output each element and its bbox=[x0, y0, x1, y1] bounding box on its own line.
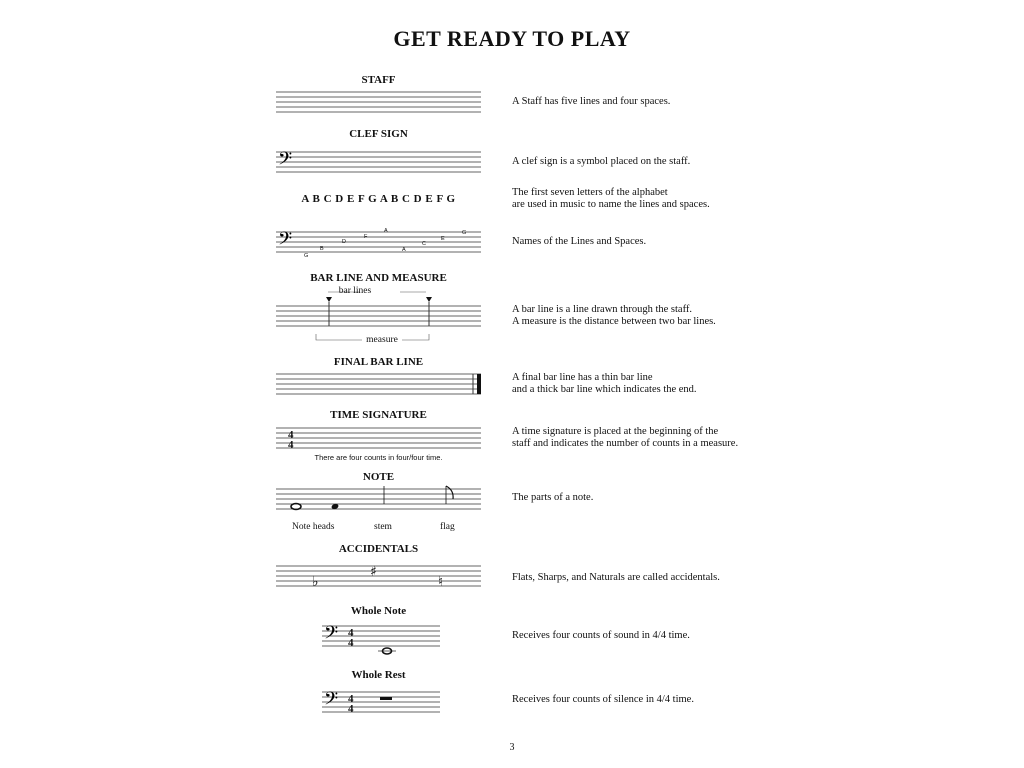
bar-line-description: A bar line is a line drawn through the staff. A measure is the distance between two bar lines. bbox=[512, 304, 716, 327]
time-sig-top: 4 bbox=[348, 693, 354, 705]
flat-icon: ♭ bbox=[312, 574, 319, 590]
whole-note-diagram bbox=[322, 622, 440, 656]
note-heading: NOTE bbox=[362, 471, 395, 483]
time-sig-bottom: 4 bbox=[288, 439, 294, 451]
accidentals-heading: ACCIDENTALS bbox=[338, 543, 419, 555]
time-sig-top: 4 bbox=[348, 627, 354, 639]
time-sig-bottom: 4 bbox=[348, 703, 354, 715]
clef-sign-heading: CLEF SIGN bbox=[349, 128, 408, 140]
time-signature-caption: There are four counts in four/four time. bbox=[314, 453, 443, 462]
measure-label: measure bbox=[366, 335, 398, 345]
note-letter: A bbox=[384, 228, 388, 234]
whole-note-heading: Whole Note bbox=[350, 605, 407, 617]
time-signature-heading: TIME SIGNATURE bbox=[330, 409, 427, 421]
lines-spaces-diagram bbox=[276, 228, 481, 258]
sharp-icon: ♯ bbox=[370, 564, 377, 580]
note-letter: B bbox=[320, 246, 324, 252]
bar-lines-label: bar lines bbox=[338, 286, 372, 296]
staff-heading: STAFF bbox=[361, 74, 396, 86]
note-letter: E bbox=[441, 236, 445, 242]
whole-rest-diagram bbox=[322, 688, 440, 718]
whole-rest-heading: Whole Rest bbox=[351, 669, 406, 681]
alphabet-letters: A B C D E F G A B C D E F G bbox=[301, 193, 456, 205]
note-letter: F bbox=[364, 234, 368, 240]
time-signature-description: A time signature is placed at the beginning of the staff and indicates the number of counts in a measure. bbox=[512, 426, 739, 449]
note-letter: C bbox=[422, 241, 426, 247]
final-bar-description: A final bar line has a thin bar line and a thick bar line which indicates the end. bbox=[512, 372, 697, 395]
flag bbox=[446, 486, 453, 499]
note-letter: A bbox=[402, 247, 406, 253]
time-sig-top: 4 bbox=[288, 429, 294, 441]
whole-note-description: Receives four counts of sound in 4/4 time. bbox=[512, 630, 690, 641]
page-title: GET READY TO PLAY bbox=[393, 26, 631, 51]
time-sig-bottom: 4 bbox=[348, 637, 354, 649]
final-bar-diagram bbox=[276, 372, 486, 396]
note-letter: G bbox=[304, 253, 309, 259]
whole-rest-symbol bbox=[380, 697, 392, 700]
time-signature-diagram bbox=[276, 426, 481, 450]
clef-staff-diagram bbox=[276, 150, 481, 174]
staff-description: A Staff has five lines and four spaces. bbox=[512, 96, 671, 107]
final-bar-heading: FINAL BAR LINE bbox=[333, 356, 424, 368]
note-letter: D bbox=[342, 239, 346, 245]
page-number: 3 bbox=[509, 742, 515, 753]
lines-spaces-description: Names of the Lines and Spaces. bbox=[512, 236, 647, 247]
natural-icon: ♮ bbox=[438, 574, 444, 590]
whole-rest-description: Receives four counts of silence in 4/4 time. bbox=[512, 694, 694, 705]
clef-sign-description: A clef sign is a symbol placed on the staff. bbox=[512, 156, 691, 167]
note-letter: G bbox=[462, 230, 467, 236]
note-heads-label: Note heads bbox=[292, 522, 335, 532]
alphabet-description: The first seven letters of the alphabet are used in music to name the lines and spaces. bbox=[512, 187, 710, 210]
bass-clef-icon: 𝄢 bbox=[324, 623, 339, 648]
bass-clef-icon: 𝄢 bbox=[278, 229, 293, 254]
note-description: The parts of a note. bbox=[512, 492, 594, 503]
accidentals-description: Flats, Sharps, and Naturals are called accidentals. bbox=[512, 572, 720, 583]
flag-label: flag bbox=[440, 522, 455, 532]
staff-diagram bbox=[276, 90, 481, 114]
bar-line-heading: BAR LINE AND MEASURE bbox=[310, 272, 447, 284]
stem-label: stem bbox=[374, 522, 392, 532]
bass-clef-icon: 𝄢 bbox=[324, 689, 339, 714]
note-diagram bbox=[276, 482, 481, 516]
bass-clef-icon: 𝄢 bbox=[278, 149, 293, 174]
accidentals-diagram bbox=[276, 558, 481, 588]
